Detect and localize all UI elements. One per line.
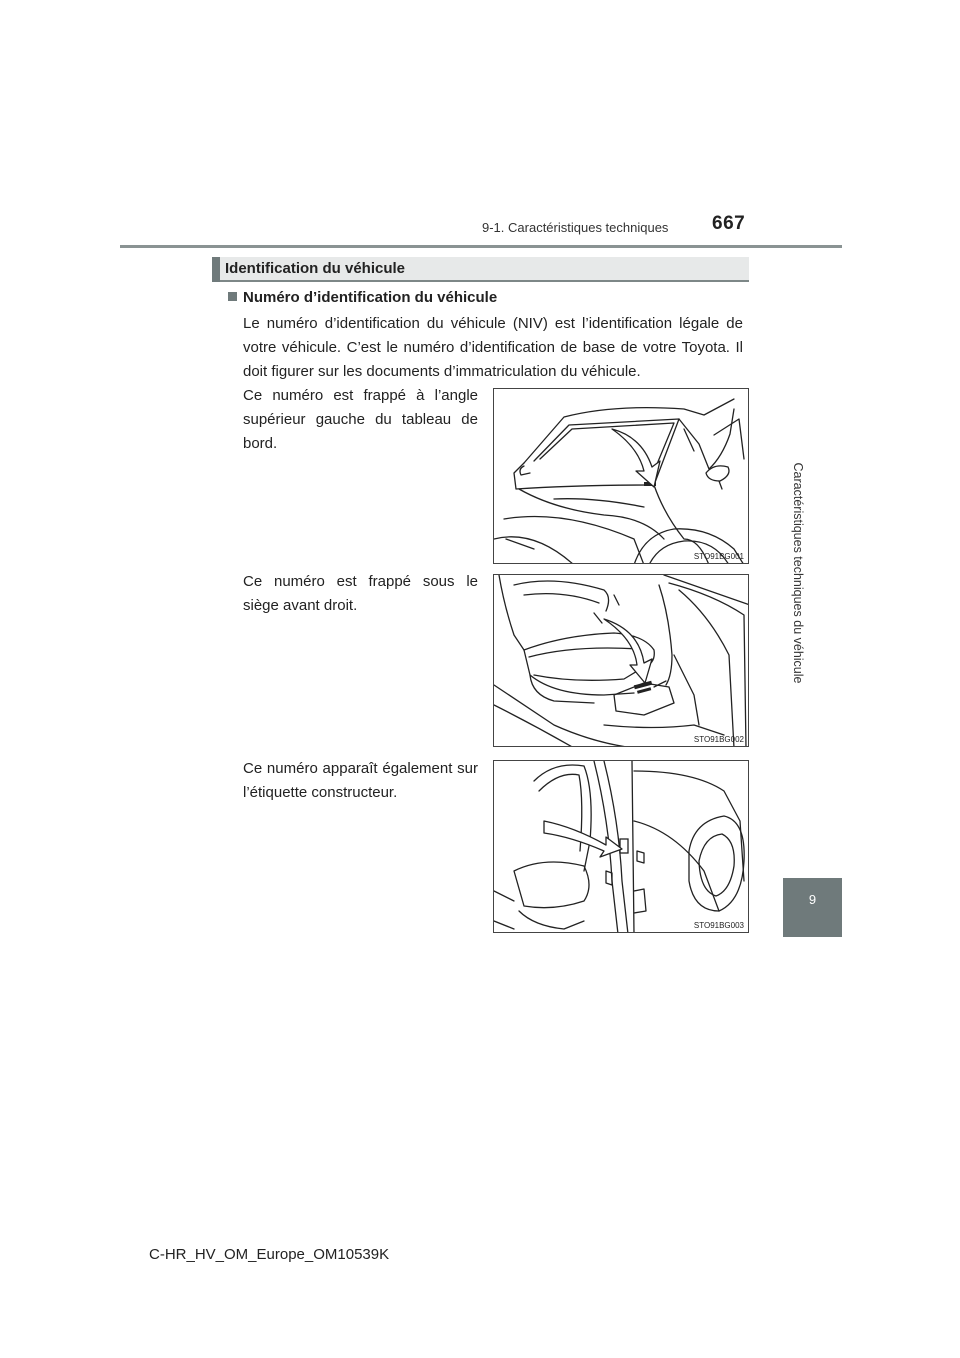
section-heading bbox=[212, 257, 749, 282]
square-bullet-icon bbox=[228, 292, 237, 301]
door-label-vin-illustration bbox=[494, 761, 749, 933]
page-number: 667 bbox=[712, 213, 746, 234]
figure-caption-3: Ce numéro apparaît également sur l’étiquette constructeur. bbox=[243, 760, 478, 801]
figure-code-2: STO91BG002 bbox=[693, 735, 744, 744]
side-chapter-label bbox=[788, 275, 808, 870]
seat-vin-illustration bbox=[494, 575, 749, 747]
subsection-heading bbox=[228, 289, 497, 306]
figure-code-3: STO91BG003 bbox=[693, 921, 744, 930]
figure-door-label-vin bbox=[493, 760, 749, 933]
chapter-tab-number: 9 bbox=[808, 892, 817, 907]
running-header-section: 9-1. Caractéristiques techniques bbox=[482, 220, 669, 235]
figure-seat-vin bbox=[493, 574, 749, 747]
intro-paragraph: Le numéro d’identification du véhicule (NIV) est l’identification légale de votre véhicule. C’est le numéro d’identification de base de votre Toyota. Il doit figurer sur les documents d’immatriculation du véhicule. bbox=[243, 315, 743, 380]
figure-code-1: STO91BG001 bbox=[693, 552, 744, 561]
section-heading-title: Identification du véhicule bbox=[225, 260, 406, 277]
dashboard-vin-illustration bbox=[494, 389, 749, 564]
footer-document-code: C-HR_HV_OM_Europe_OM10539K bbox=[149, 1246, 390, 1263]
header-rule bbox=[120, 245, 842, 248]
figure-caption-1: Ce numéro est frappé à l’angle supérieur gauche du tableau de bord. bbox=[243, 387, 478, 452]
chapter-tab bbox=[783, 878, 842, 937]
figure-caption-2: Ce numéro est frappé sous le siège avant droit. bbox=[243, 573, 478, 614]
subsection-heading-text: Numéro d’identification du véhicule bbox=[243, 289, 498, 306]
figure-dashboard-vin bbox=[493, 388, 749, 564]
side-chapter-label-text: Caractéristiques techniques du véhicule bbox=[791, 462, 805, 683]
section-heading-bar bbox=[212, 257, 220, 282]
